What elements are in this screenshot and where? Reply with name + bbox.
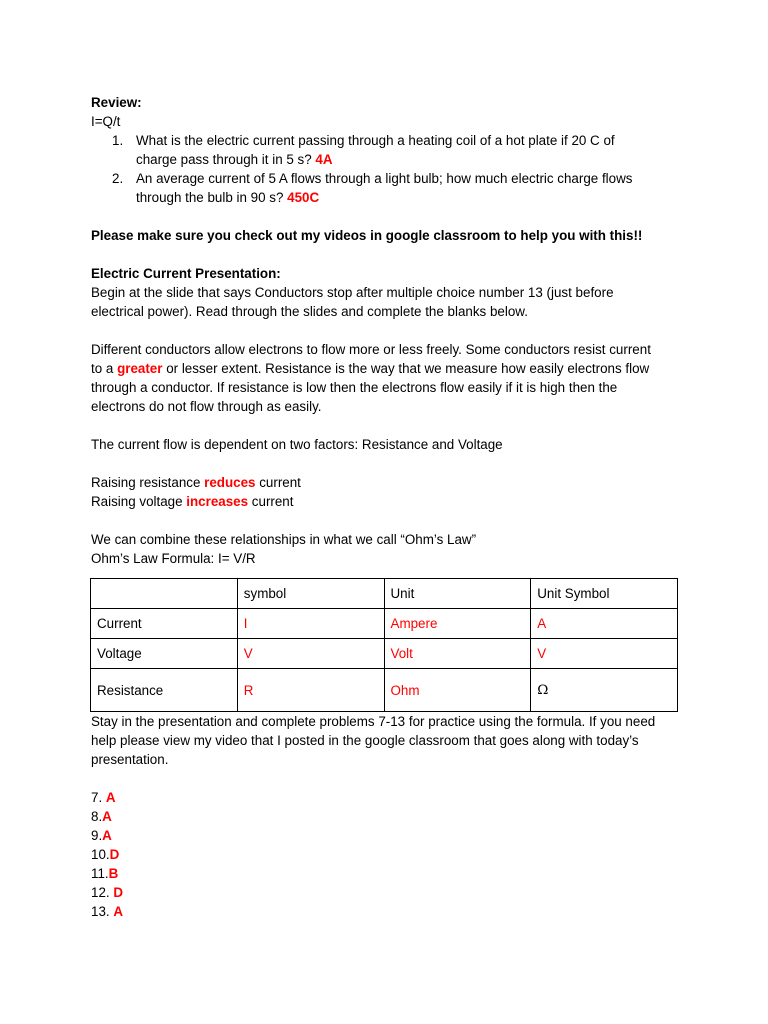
para1-line4: electrons do not flow through as easily.: [91, 399, 322, 414]
para1-line2-post: or lesser extent. Resistance is the way that we measure how easily electrons flow: [162, 361, 650, 376]
question-answer: 450C: [287, 190, 320, 205]
presentation-heading: Electric Current Presentation:: [91, 266, 281, 281]
row-symbol: V: [237, 639, 384, 669]
answer-list: [91, 788, 691, 921]
blank-reduces: reduces: [204, 475, 256, 490]
voltage-pre: Raising voltage: [91, 494, 187, 509]
answer-letter: A: [102, 809, 112, 824]
question-text: What is the electric current passing through a heating coil of a hot plate if 20 C of charge pass through it in 5 s?: [136, 133, 615, 167]
omega-symbol: Ω: [531, 669, 678, 712]
answer-item: [91, 845, 691, 864]
answer-item: [91, 826, 691, 845]
row-unit-symbol: V: [531, 639, 678, 669]
answer-number: 11.: [91, 866, 109, 881]
blank-greater: greater: [117, 361, 163, 376]
answer-letter: D: [113, 885, 124, 900]
practice-line2: help please view my video that I posted in the google classroom that goes along with today’s: [91, 733, 639, 748]
resistance-line: [91, 473, 691, 492]
answer-item: [91, 788, 691, 807]
row-symbol: R: [237, 669, 384, 712]
answer-letter: A: [102, 828, 112, 843]
review-formula: I=Q/t: [91, 114, 121, 129]
row-unit-symbol: A: [531, 609, 678, 639]
voltage-line: [91, 492, 691, 511]
table-row: [91, 609, 678, 639]
blank-increases: increases: [186, 494, 249, 509]
answer-item: [91, 864, 691, 883]
presentation-intro: Begin at the slide that says Conductors stop after multiple choice number 13 (just before electrical power). Read through the slides and complete the blanks below.: [91, 285, 614, 319]
table-header-row: [91, 579, 678, 609]
question-text: An average current of 5 A flows through a light bulb; how much electric charge flows through the bulb in 90 s?: [136, 171, 633, 205]
voltage-post: current: [248, 494, 294, 509]
practice-line3: presentation.: [91, 752, 169, 767]
answer-number: 8.: [91, 809, 103, 824]
table-row: [91, 639, 678, 669]
row-label: Current: [91, 609, 238, 639]
answer-letter: D: [109, 847, 120, 862]
ohm-formula: Ohm’s Law Formula: I= V/R: [91, 551, 256, 566]
answer-item: [91, 807, 691, 826]
para1-line2-pre: to a: [91, 361, 118, 376]
answer-number: 13.: [91, 904, 114, 919]
answer-number: 9.: [91, 828, 103, 843]
review-heading: Review:: [91, 95, 142, 110]
answer-item: [91, 883, 691, 902]
review-question: [91, 169, 656, 207]
review-question: [91, 131, 656, 169]
row-label: Resistance: [91, 669, 238, 712]
answer-number: 7.: [91, 790, 106, 805]
para1-line1: Different conductors allow electrons to flow more or less freely. Some conductors resist current: [91, 342, 651, 357]
para1-line2: [91, 359, 691, 378]
answer-letter: A: [113, 904, 124, 919]
factors-text: The current flow is dependent on two factors: Resistance and Voltage: [91, 437, 503, 452]
table-header-cell: Unit: [384, 579, 531, 609]
row-unit: Ampere: [384, 609, 531, 639]
table-header-cell: Unit Symbol: [531, 579, 678, 609]
resistance-pre: Raising resistance: [91, 475, 205, 490]
answer-item: [91, 902, 691, 921]
table-row: [91, 669, 678, 712]
combine-text: We can combine these relationships in what we call “Ohm’s Law”: [91, 532, 477, 547]
document-content: [91, 93, 691, 921]
answer-letter: A: [105, 790, 116, 805]
ohms-law-table: [90, 578, 678, 712]
row-unit: Ohm: [384, 669, 531, 712]
notice-text: Please make sure you check out my videos in google classroom to help you with this!!: [91, 228, 643, 243]
practice-line1: Stay in the presentation and complete problems 7-13 for practice using the formula. If you need: [91, 714, 656, 729]
row-symbol: I: [237, 609, 384, 639]
answer-number: 12.: [91, 885, 114, 900]
table-header-cell: symbol: [237, 579, 384, 609]
question-number: 1.: [112, 133, 124, 148]
answer-number: 10.: [91, 847, 110, 862]
para1-line3: through a conductor. If resistance is low then the electrons flow easily if it is high then the: [91, 380, 618, 395]
question-answer: 4A: [315, 152, 333, 167]
row-label: Voltage: [91, 639, 238, 669]
question-number: 2.: [112, 171, 124, 186]
table-header-cell: [91, 579, 238, 609]
answer-letter: B: [108, 866, 119, 881]
row-unit: Volt: [384, 639, 531, 669]
review-questions: [91, 131, 691, 207]
resistance-post: current: [255, 475, 301, 490]
